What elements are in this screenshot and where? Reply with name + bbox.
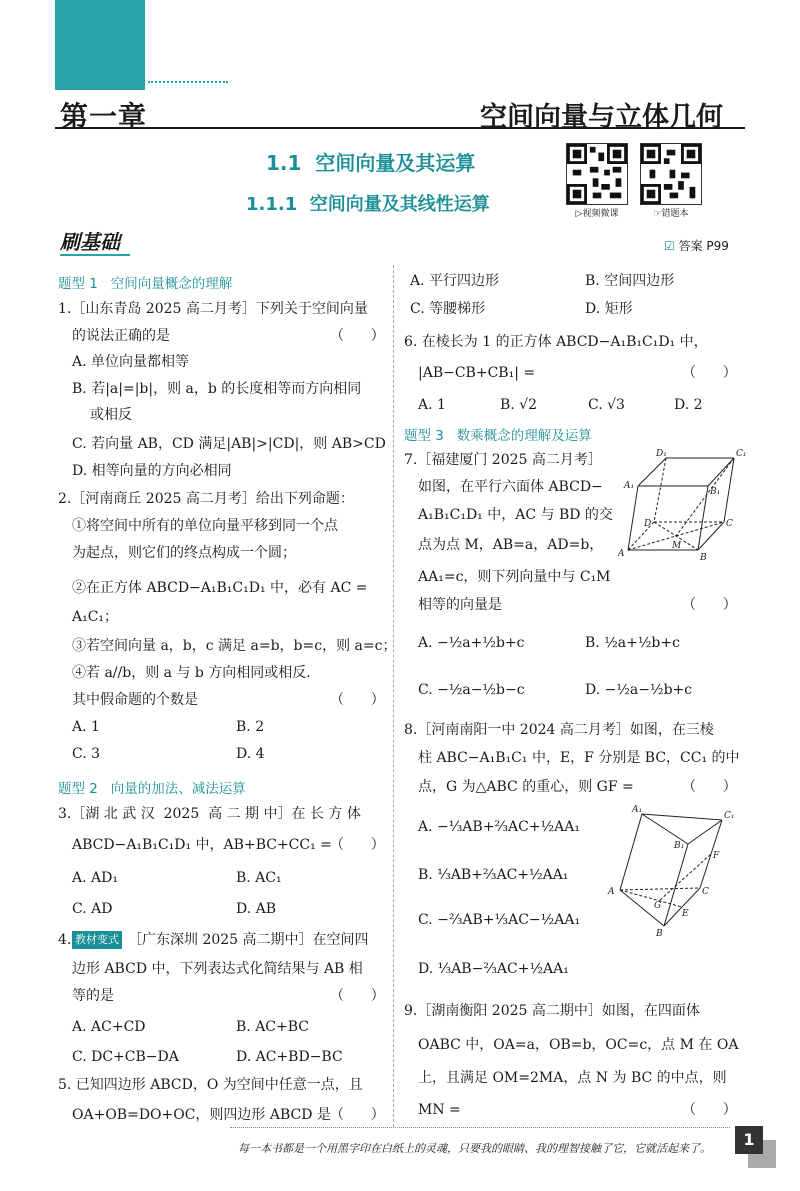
q4-line: ［广东深圳 2025 高二期中］在空间四 bbox=[128, 932, 369, 948]
fig2-label: F bbox=[713, 851, 720, 861]
q6-option: D. 2 bbox=[674, 397, 703, 413]
fig2-label: G bbox=[654, 901, 662, 911]
fig1-label: A₁ bbox=[624, 481, 635, 491]
q2-option: D. 4 bbox=[236, 746, 265, 762]
qr-pattern-icon bbox=[641, 144, 701, 204]
answer-blank: （ ） bbox=[682, 597, 737, 613]
q7-option: C. −½a−½b−c bbox=[418, 682, 525, 698]
answer-blank: （ ） bbox=[330, 988, 385, 1004]
q3-option: A. AD₁ bbox=[72, 870, 118, 886]
figure-parallelepiped bbox=[618, 446, 750, 566]
q2-line: ④若 a//b，则 a 与 b 方向相同或相反. bbox=[72, 665, 311, 681]
column-divider bbox=[393, 265, 394, 1127]
q4-line: 边形 ABCD 中，下列表达式化简结果与 AB 相 bbox=[72, 961, 363, 977]
q7-line: 点为点 M，AB=a，AD=b， bbox=[418, 537, 604, 553]
qr-pattern-icon bbox=[567, 144, 627, 204]
q1-option: C. 若向量 AB，CD 满足|AB|>|CD|，则 AB>CD bbox=[72, 436, 386, 452]
q5-option: A. 平行四边形 bbox=[410, 273, 500, 289]
q5-option: C. 等腰梯形 bbox=[410, 301, 486, 317]
top-dotted-rule bbox=[148, 81, 228, 83]
q5-option: D. 矩形 bbox=[585, 301, 633, 317]
topic-heading-3: 题型 3 数乘概念的理解及运算 bbox=[404, 428, 592, 444]
q1-line: 1.［山东青岛 2025 高二月考］下列关于空间向量 bbox=[58, 301, 368, 317]
q7-option: D. −½a−½b+c bbox=[585, 682, 693, 698]
fig2-label: A bbox=[608, 887, 615, 897]
q2-option: B. 2 bbox=[236, 719, 265, 735]
fig2-label: B bbox=[656, 929, 663, 939]
q7-line: A₁B₁C₁D₁ 中，AC 与 BD 的交 bbox=[418, 507, 613, 523]
q8-option: B. ⅓AB+⅔AC+½AA₁ bbox=[418, 867, 569, 883]
q6-line: 6. 在棱长为 1 的正方体 ABCD−A₁B₁C₁D₁ 中， bbox=[404, 334, 708, 350]
q1-option: D. 相等向量的方向必相同 bbox=[72, 463, 232, 479]
page-number-box bbox=[735, 1126, 763, 1154]
q2-line: ②在正方体 ABCD−A₁B₁C₁D₁ 中，必有 AC = bbox=[72, 580, 368, 596]
q1-line: 的说法正确的是 bbox=[72, 328, 170, 344]
fig1-label: C₁ bbox=[736, 449, 747, 459]
q1-option: 或相反 bbox=[90, 407, 132, 423]
fig1-label: M bbox=[672, 541, 682, 551]
q6-option: A. 1 bbox=[418, 397, 446, 413]
fig1-label: D₁ bbox=[656, 449, 667, 459]
qr-label-mistakes: ☞错题本 bbox=[653, 209, 689, 219]
fig1-label: A bbox=[618, 549, 625, 559]
answer-blank: （ ） bbox=[330, 837, 385, 853]
q9-line: 9.［湖南衡阳 2025 高二期中］如图，在四面体 bbox=[404, 1003, 700, 1019]
textbook-variant-badge: 教材变式 bbox=[72, 931, 122, 949]
q6-line: |AB−CB+CB₁| = bbox=[418, 365, 536, 381]
q9-line: OABC 中，OA=a，OB=b，OC=c，点 M 在 OA bbox=[418, 1037, 739, 1053]
q4-option: D. AC+BD−BC bbox=[236, 1049, 343, 1065]
chapter-title: 空间向量与立体几何 bbox=[480, 102, 723, 133]
fig2-label: C₁ bbox=[724, 811, 735, 821]
q5-option: B. 空间四边形 bbox=[585, 273, 675, 289]
q6-option: C. √3 bbox=[588, 397, 625, 413]
q8-line: 点，G 为△ABC 的重心，则 GF = bbox=[418, 779, 634, 795]
qr-code-mistakes[interactable] bbox=[640, 143, 702, 205]
q3-option: C. AD bbox=[72, 901, 113, 917]
chapter-number: 第一章 bbox=[60, 100, 148, 133]
section-title: 1.1 空间向量及其运算 bbox=[266, 151, 476, 175]
q8-line: 8.［河南南阳一中 2024 高二月考］如图，在三棱 bbox=[404, 722, 714, 738]
q7-option: B. ½a+½b+c bbox=[585, 635, 680, 651]
answer-blank: （ ） bbox=[330, 328, 385, 344]
q8-option: A. −⅓AB+⅔AC+½AA₁ bbox=[418, 819, 580, 835]
q3-option: D. AB bbox=[236, 901, 277, 917]
q9-line: MN = bbox=[418, 1102, 461, 1118]
q9-line: 上，且满足 OM=2MA，点 N 为 BC 的中点，则 bbox=[418, 1070, 727, 1086]
q1-option: B. 若|a|=|b|，则 a，b 的长度相等而方向相同 bbox=[72, 381, 362, 397]
answer-blank: （ ） bbox=[682, 779, 737, 795]
q2-line: 其中假命题的个数是 bbox=[72, 692, 198, 708]
q8-line: 柱 ABC−A₁B₁C₁ 中，E，F 分别是 BC，CC₁ 的中 bbox=[418, 750, 740, 766]
q8-option: C. −⅔AB+⅓AC−½AA₁ bbox=[418, 912, 581, 928]
q4-option: B. AC+BC bbox=[236, 1019, 310, 1035]
q3-line: 3.［湖 北 武 汉 2025 高 二 期 中］在 长 方 体 bbox=[58, 806, 361, 822]
qr-label-video: ▷视频微课 bbox=[575, 209, 619, 219]
fig1-label: C bbox=[726, 519, 733, 529]
fig2-label: B₁ bbox=[674, 841, 685, 851]
q7-line: AA₁=c，则下列向量中与 C₁M bbox=[418, 569, 611, 585]
q4-number: 4. bbox=[58, 932, 72, 948]
topic-heading-2: 题型 2 向量的加法、减法运算 bbox=[58, 781, 246, 797]
top-accent-block bbox=[55, 0, 145, 90]
q2-line: 2.［河南商丘 2025 高二月考］给出下列命题： bbox=[58, 491, 354, 507]
answer-blank: （ ） bbox=[682, 365, 737, 381]
q2-line: 为起点，则它们的终点构成一个圆； bbox=[72, 545, 296, 561]
q7-line: 7.［福建厦门 2025 高二月考］ bbox=[404, 452, 602, 468]
answer-reference-text: 答案 P99 bbox=[678, 239, 729, 253]
checkbox-icon: ☑ bbox=[664, 239, 675, 253]
brand-underline bbox=[60, 254, 130, 256]
fig2-label: C bbox=[702, 887, 709, 897]
q7-line: 如图，在平行六面体 ABCD− bbox=[418, 479, 603, 495]
q4-line: 等的是 bbox=[72, 988, 114, 1004]
footer-rule bbox=[230, 1127, 730, 1128]
footer-quote: 每一本书都是一个用黑字印在白纸上的灵魂，只要我的眼睛、我的理智接触了它，它就活起来了。 bbox=[238, 1142, 711, 1155]
answer-blank: （ ） bbox=[330, 1107, 385, 1123]
q2-line: ③若空间向量 a，b，c 满足 a=b，b=c，则 a=c； bbox=[72, 638, 397, 654]
q7-option: A. −½a+½b+c bbox=[418, 635, 525, 651]
q8-option: D. ⅓AB−⅔AC+½AA₁ bbox=[418, 961, 569, 977]
page-number: 1 bbox=[743, 1130, 755, 1149]
q7-line: 相等的向量是 bbox=[418, 597, 502, 613]
subsection-title: 1.1.1 空间向量及其线性运算 bbox=[246, 194, 490, 215]
q2-line: A₁C₁； bbox=[72, 609, 119, 625]
q2-option: A. 1 bbox=[72, 719, 100, 735]
fig2-label: E bbox=[682, 909, 689, 919]
q5-line: 5. 已知四边形 ABCD，O 为空间中任意一点，且 bbox=[58, 1077, 363, 1093]
fig2-label: A₁ bbox=[632, 805, 643, 815]
q4-option: C. DC+CB−DA bbox=[72, 1049, 179, 1065]
figure-triangular-prism bbox=[602, 802, 752, 942]
q4-option: A. AC+CD bbox=[72, 1019, 146, 1035]
q3-option: B. AC₁ bbox=[236, 870, 282, 886]
q2-line: ①将空间中所有的单位向量平移到同一个点 bbox=[72, 518, 338, 534]
answer-blank: （ ） bbox=[682, 1102, 737, 1118]
q6-option: B. √2 bbox=[500, 397, 538, 413]
fig1-label: B bbox=[700, 553, 707, 563]
q5-line: OA+OB=DO+OC，则四边形 ABCD 是 bbox=[72, 1107, 331, 1123]
answer-blank: （ ） bbox=[330, 692, 385, 708]
topic-heading-1: 题型 1 空间向量概念的理解 bbox=[58, 276, 233, 292]
qr-code-video[interactable] bbox=[566, 143, 628, 205]
fig1-label: B₁ bbox=[710, 487, 721, 497]
answer-reference bbox=[664, 237, 729, 254]
q2-option: C. 3 bbox=[72, 746, 101, 762]
fig1-label: D bbox=[644, 519, 652, 529]
q3-line: ABCD−A₁B₁C₁D₁ 中，AB+BC+CC₁ = bbox=[72, 837, 332, 853]
q1-option: A. 单位向量都相等 bbox=[72, 354, 190, 370]
brand-label: 刷基础 bbox=[60, 230, 120, 254]
